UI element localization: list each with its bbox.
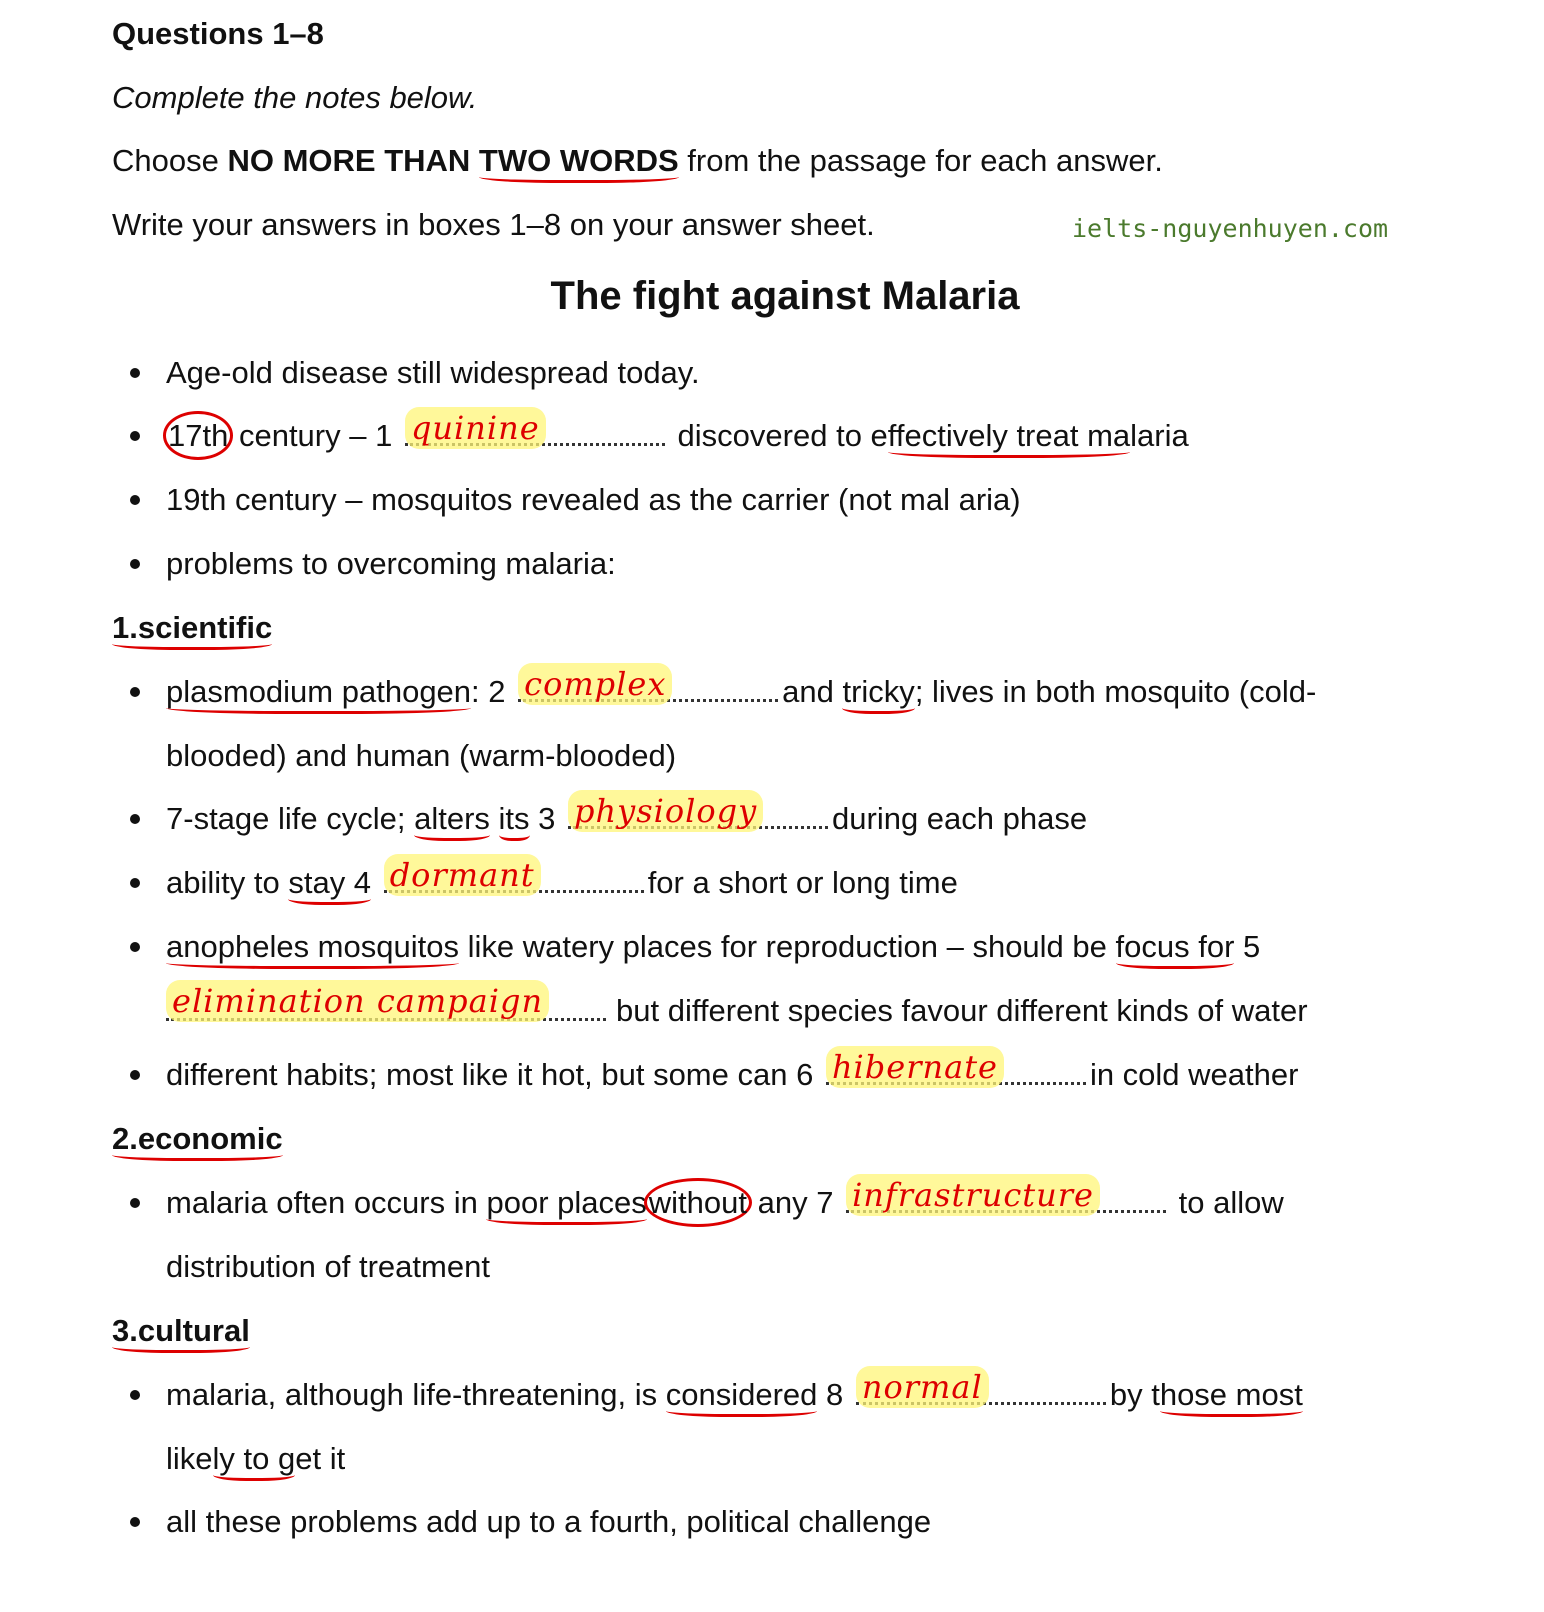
text: Age-old disease still widespread today. — [166, 355, 700, 390]
section-cultural — [112, 1311, 250, 1351]
underlined-text: poor places — [486, 1185, 646, 1225]
list-item — [166, 353, 700, 393]
handwritten-answer: dormant — [384, 854, 541, 896]
underlined-text: tricky — [842, 674, 914, 714]
underlined-text: considered — [666, 1377, 818, 1417]
answer-blank-5[interactable] — [166, 982, 606, 1021]
underlined-text: ly to g — [213, 1441, 296, 1481]
answer-blank-6[interactable] — [826, 1048, 1086, 1086]
text — [371, 865, 380, 900]
text: 7-stage life cycle; — [166, 801, 415, 836]
bullet-icon — [130, 1198, 140, 1208]
list-item-continuation — [166, 1439, 345, 1479]
text: laria — [1130, 418, 1189, 453]
handwritten-answer: normal — [856, 1366, 989, 1408]
circled-text: 17th — [163, 411, 233, 460]
answer-blank-7[interactable] — [846, 1176, 1166, 1214]
bullet-icon — [130, 878, 140, 888]
section-economic — [112, 1119, 283, 1159]
underlined-text: hose most — [1160, 1377, 1303, 1417]
underlined-text: stay 4 — [288, 865, 371, 905]
list-item — [166, 1048, 1299, 1095]
list-item-continuation: blooded) and human (warm-blooded) — [166, 738, 677, 773]
text: like — [166, 1441, 213, 1476]
handwritten-answer: elimination campaign — [166, 980, 549, 1022]
section-heading: 3.cultural — [112, 1313, 250, 1353]
text: ability to — [166, 865, 289, 900]
underlined-text: focus for — [1116, 929, 1235, 969]
list-item — [166, 792, 1088, 839]
text: Choose — [112, 143, 228, 178]
text: : 2 — [471, 674, 515, 709]
text: malaria often occurs in — [166, 1185, 487, 1220]
text: any 7 — [749, 1185, 843, 1220]
text: et it — [295, 1441, 346, 1476]
list-item — [166, 856, 958, 903]
handwritten-answer: complex — [518, 663, 672, 705]
section-heading: 1.scientific — [112, 610, 272, 650]
text-bold: NO MORE THAN — [227, 143, 479, 178]
instruction: Complete the notes below. — [112, 80, 478, 115]
watermark: ielts-nguyenhuyen.com — [1072, 214, 1389, 243]
list-item — [166, 1502, 931, 1542]
section-scientific — [112, 608, 272, 648]
handwritten-answer: hibernate — [826, 1046, 1004, 1088]
text: by t — [1109, 1377, 1160, 1412]
bullet-icon — [130, 687, 140, 697]
bullet-icon — [130, 1390, 140, 1400]
circled-text: without — [644, 1178, 752, 1227]
bullet-icon — [130, 942, 140, 952]
underlined-text: alters — [414, 801, 490, 841]
answer-blank-8[interactable] — [856, 1368, 1106, 1406]
underlined-two-words: TWO WORDS — [479, 143, 679, 183]
underlined-text: anopheles mosquitos — [166, 929, 459, 969]
bullet-icon — [130, 368, 140, 378]
text: all these problems add up to a fourth, political challenge — [166, 1504, 932, 1539]
list-item — [166, 480, 1021, 520]
bullet-icon — [130, 431, 140, 441]
answer-blank-1[interactable] — [405, 409, 665, 447]
questions-heading: Questions 1–8 — [112, 16, 324, 51]
text: and — [782, 674, 843, 709]
text: ; lives in both mosquito (cold- — [914, 674, 1317, 709]
text: to allow — [1170, 1185, 1284, 1220]
section-heading: 2.economic — [112, 1121, 283, 1161]
underlined-text: plasmodium pathogen — [166, 674, 471, 714]
answer-blank-2[interactable] — [518, 665, 778, 703]
text: malaria, although life-threatening, is — [166, 1377, 666, 1412]
list-item-continuation: distribution of treatment — [166, 1249, 490, 1284]
text — [490, 801, 499, 836]
handwritten-answer: quinine — [405, 407, 546, 449]
text: like watery places for reproduction – should be — [458, 929, 1116, 964]
text: problems to overcoming malaria: — [166, 546, 616, 581]
bullet-icon — [130, 559, 140, 569]
list-item — [166, 665, 1317, 712]
list-item — [166, 544, 616, 584]
text: in cold weather — [1089, 1057, 1299, 1092]
bullet-icon — [130, 495, 140, 505]
answer-blank-4[interactable] — [384, 856, 644, 894]
bullet-icon — [130, 1070, 140, 1080]
text: from the passage for each answer. — [678, 143, 1163, 178]
text: 5 — [1234, 929, 1261, 964]
list-item — [166, 1176, 1284, 1223]
text: for a short or long time — [647, 865, 958, 900]
text: but different species favour different kinds of water — [616, 993, 1308, 1028]
text: 3 — [529, 801, 565, 836]
handwritten-answer: infrastructure — [846, 1174, 1100, 1216]
text: during each phase — [832, 801, 1088, 836]
handwritten-answer: physiology — [568, 790, 763, 832]
list-item-continuation — [166, 982, 1308, 1031]
list-item — [166, 409, 1189, 456]
list-item — [166, 927, 1260, 967]
answer-sheet-instruction: Write your answers in boxes 1–8 on your answer sheet. — [112, 207, 875, 242]
bullet-icon — [130, 1517, 140, 1527]
underlined-text: ffectively treat ma — [888, 418, 1130, 458]
text: discovered to e — [668, 418, 888, 453]
bullet-icon — [130, 814, 140, 824]
underlined-text: its — [499, 801, 530, 841]
word-limit-instruction — [112, 141, 1163, 181]
text: century – 1 — [230, 418, 401, 453]
notes-title: The fight against Malaria — [550, 274, 1020, 318]
answer-blank-3[interactable] — [568, 792, 828, 830]
text: 19th century – mosquitos revealed as the carrier (not mal aria) — [166, 482, 1021, 517]
list-item — [166, 1368, 1303, 1415]
text: 8 — [817, 1377, 852, 1412]
text: different habits; most like it hot, but some can 6 — [166, 1057, 822, 1092]
